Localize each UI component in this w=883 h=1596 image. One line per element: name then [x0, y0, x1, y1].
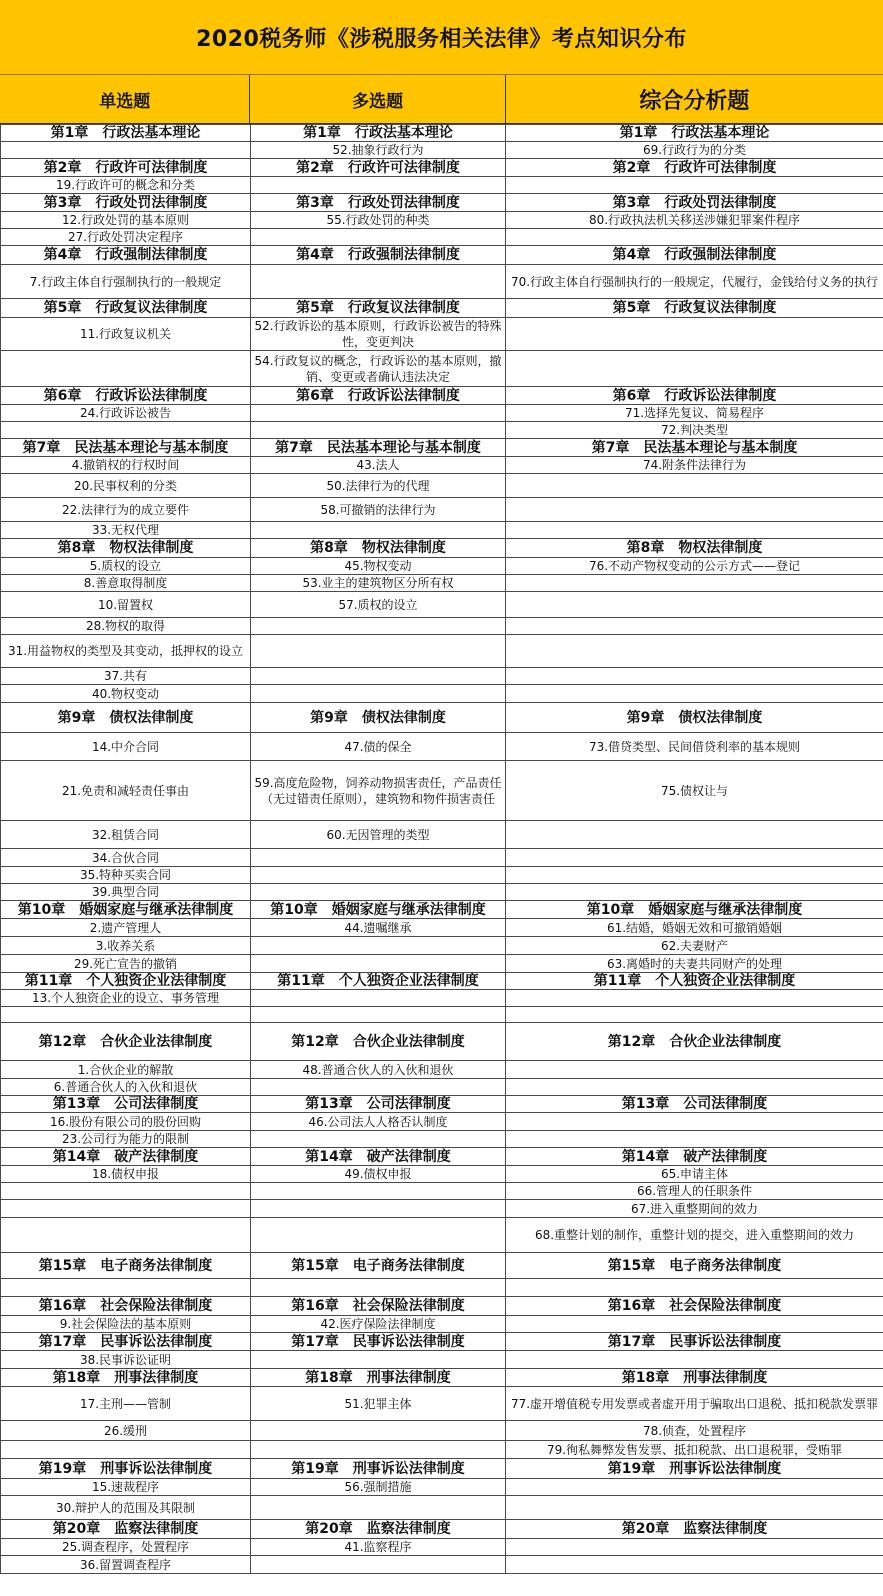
topic-cell: 56.强制措施 [251, 1479, 506, 1496]
topic-cell [506, 1113, 883, 1131]
chapter-cell: 第3章 行政处罚法律制度 [506, 194, 883, 212]
topic-cell [506, 1007, 883, 1023]
topic-row [1, 405, 883, 422]
topic-cell: 42.医疗保险法律制度 [251, 1316, 506, 1333]
topic-row [1, 884, 883, 901]
topic-cell: 1.合伙企业的解散 [1, 1061, 251, 1079]
topic-cell [506, 318, 883, 351]
chapter-row [1, 299, 883, 318]
topic-cell: 8.善意取得制度 [1, 575, 251, 592]
topic-row [1, 1218, 883, 1253]
topic-cell [506, 592, 883, 618]
topic-cell: 80.行政执法机关移送涉嫌犯罪案件程序 [506, 212, 883, 229]
topic-cell: 68.重整计划的制作，重整计划的提交，进入重整期间的效力 [506, 1218, 883, 1253]
topic-cell [1, 1007, 251, 1023]
topic-cell [251, 1218, 506, 1253]
topic-row [1, 733, 883, 761]
topic-cell: 66.管理人的任职条件 [506, 1183, 883, 1200]
chapter-cell: 第7章 民法基本理论与基本制度 [506, 439, 883, 457]
topic-row [1, 919, 883, 937]
topic-cell [506, 1479, 883, 1496]
chapter-cell: 第10章 婚姻家庭与继承法律制度 [506, 901, 883, 919]
topic-cell [1, 142, 251, 159]
chapter-row [1, 973, 883, 990]
topic-cell: 7.行政主体自行强制执行的一般规定 [1, 265, 251, 299]
topic-cell [251, 1183, 506, 1200]
chapter-row [1, 1096, 883, 1113]
topic-cell: 48.普通合伙人的入伙和退伙 [251, 1061, 506, 1079]
topic-row [1, 635, 883, 668]
topic-cell: 43.法人 [251, 457, 506, 474]
chapter-cell: 第6章 行政诉讼法律制度 [251, 387, 506, 405]
chapter-cell: 第5章 行政复议法律制度 [251, 299, 506, 318]
topic-row [1, 177, 883, 194]
topic-cell [506, 177, 883, 194]
topic-cell [251, 1200, 506, 1218]
topic-cell [506, 1496, 883, 1520]
chapter-cell: 第2章 行政许可法律制度 [1, 159, 251, 177]
topic-cell [251, 1556, 506, 1574]
topic-cell [251, 177, 506, 194]
topic-cell: 13.个人独资企业的设立、事务管理 [1, 990, 251, 1007]
topic-cell [1, 422, 251, 439]
topic-cell: 71.选择先复议、简易程序 [506, 405, 883, 422]
topic-row [1, 318, 883, 351]
chapter-cell: 第8章 物权法律制度 [1, 539, 251, 558]
topic-cell [251, 1131, 506, 1148]
topic-row [1, 1421, 883, 1441]
chapter-row [1, 703, 883, 733]
topic-table [0, 124, 883, 1574]
topic-cell: 19.行政许可的概念和分类 [1, 177, 251, 194]
topic-row [1, 351, 883, 387]
topic-row [1, 575, 883, 592]
topic-cell [506, 229, 883, 246]
topic-cell [506, 884, 883, 901]
topic-cell: 5.质权的设立 [1, 558, 251, 575]
topic-cell: 74.附条件法律行为 [506, 457, 883, 474]
chapter-cell: 第9章 债权法律制度 [1, 703, 251, 733]
topic-cell: 9.社会保险法的基本原则 [1, 1316, 251, 1333]
topic-cell: 52.行政诉讼的基本原则，行政诉讼被告的特殊性，变更判决 [251, 318, 506, 351]
topic-row [1, 558, 883, 575]
topic-cell [251, 955, 506, 973]
chapter-row [1, 1369, 883, 1387]
topic-cell: 24.行政诉讼被告 [1, 405, 251, 422]
page-title: 2020税务师《涉税服务相关法律》考点知识分布 [0, 0, 883, 75]
topic-cell: 55.行政处罚的种类 [251, 212, 506, 229]
chapter-cell: 第12章 合伙企业法律制度 [506, 1023, 883, 1061]
topic-row [1, 474, 883, 498]
topic-cell: 62.夫妻财产 [506, 937, 883, 955]
chapter-cell: 第4章 行政强制法律制度 [506, 246, 883, 265]
chapter-cell: 第17章 民事诉讼法律制度 [1, 1333, 251, 1351]
topic-cell: 52.抽象行政行为 [251, 142, 506, 159]
chapter-cell: 第4章 行政强制法律制度 [1, 246, 251, 265]
topic-cell: 2.遗产管理人 [1, 919, 251, 937]
topic-cell [251, 990, 506, 1007]
chapter-row [1, 125, 883, 142]
chapter-cell: 第16章 社会保险法律制度 [506, 1297, 883, 1316]
topic-row [1, 522, 883, 539]
chapter-cell: 第20章 监察法律制度 [1, 1520, 251, 1539]
header-comprehensive-analysis: 综合分析题 [639, 88, 750, 114]
topic-cell [251, 1441, 506, 1459]
topic-cell [251, 685, 506, 703]
chapter-cell: 第15章 电子商务法律制度 [251, 1253, 506, 1279]
chapter-cell: 第12章 合伙企业法律制度 [1, 1023, 251, 1061]
topic-cell: 75.债权让与 [506, 761, 883, 821]
topic-cell [506, 618, 883, 635]
topic-cell: 32.租赁合同 [1, 821, 251, 849]
topic-cell: 29.死亡宣告的撤销 [1, 955, 251, 973]
chapter-cell: 第19章 刑事诉讼法律制度 [506, 1459, 883, 1479]
chapter-cell: 第10章 婚姻家庭与继承法律制度 [1, 901, 251, 919]
topic-cell [251, 635, 506, 668]
chapter-cell: 第6章 行政诉讼法律制度 [506, 387, 883, 405]
topic-cell [251, 618, 506, 635]
topic-row [1, 1113, 883, 1131]
chapter-row [1, 159, 883, 177]
topic-cell: 12.行政处罚的基本原则 [1, 212, 251, 229]
topic-row [1, 1539, 883, 1556]
topic-row [1, 1061, 883, 1079]
topic-row [1, 955, 883, 973]
topic-cell: 40.物权变动 [1, 685, 251, 703]
chapter-cell: 第18章 刑事法律制度 [1, 1369, 251, 1387]
topic-cell [251, 405, 506, 422]
chapter-row [1, 1023, 883, 1061]
topic-row [1, 1279, 883, 1297]
topic-cell [251, 1496, 506, 1520]
topic-cell [506, 498, 883, 522]
topic-cell [251, 265, 506, 299]
topic-cell [506, 849, 883, 867]
topic-cell: 18.债权申报 [1, 1166, 251, 1183]
topic-cell [506, 668, 883, 685]
chapter-cell: 第17章 民事诉讼法律制度 [251, 1333, 506, 1351]
topic-cell: 3.收养关系 [1, 937, 251, 955]
chapter-cell: 第2章 行政许可法律制度 [506, 159, 883, 177]
chapter-cell: 第1章 行政法基本理论 [251, 125, 506, 142]
topic-cell: 10.留置权 [1, 592, 251, 618]
topic-cell: 78.侦查，处置程序 [506, 1421, 883, 1441]
topic-row [1, 849, 883, 867]
topic-cell: 79.徇私舞弊发售发票、抵扣税款、出口退税罪，受贿罪 [506, 1441, 883, 1459]
topic-cell: 57.质权的设立 [251, 592, 506, 618]
topic-row [1, 685, 883, 703]
topic-cell [506, 1539, 883, 1556]
topic-cell [251, 668, 506, 685]
chapter-row [1, 1253, 883, 1279]
topic-cell: 14.中介合同 [1, 733, 251, 761]
header-single-choice: 单选题 [0, 75, 250, 123]
topic-row [1, 1131, 883, 1148]
topic-cell [251, 422, 506, 439]
topic-row [1, 1387, 883, 1421]
topic-cell: 15.速裁程序 [1, 1479, 251, 1496]
topic-cell [1, 1279, 251, 1297]
topic-cell: 22.法律行为的成立要件 [1, 498, 251, 522]
topic-cell: 37.共有 [1, 668, 251, 685]
topic-cell [506, 685, 883, 703]
topic-row [1, 618, 883, 635]
topic-cell [506, 1079, 883, 1096]
topic-cell: 30.辩护人的范围及其限制 [1, 1496, 251, 1520]
topic-cell: 25.调查程序，处置程序 [1, 1539, 251, 1556]
topic-cell [1, 1441, 251, 1459]
topic-row [1, 1166, 883, 1183]
topic-cell [506, 351, 883, 387]
chapter-cell: 第4章 行政强制法律制度 [251, 246, 506, 265]
topic-cell: 54.行政复议的概念，行政诉讼的基本原则，撤销、变更或者确认违法决定 [251, 351, 506, 387]
topic-cell [251, 1007, 506, 1023]
topic-cell [506, 867, 883, 884]
topic-cell: 72.判决类型 [506, 422, 883, 439]
chapter-cell: 第5章 行政复议法律制度 [1, 299, 251, 318]
chapter-row [1, 246, 883, 265]
topic-cell [251, 867, 506, 884]
topic-cell: 65.申请主体 [506, 1166, 883, 1183]
topic-cell [506, 1556, 883, 1574]
topic-cell: 39.典型合同 [1, 884, 251, 901]
chapter-cell: 第8章 物权法律制度 [506, 539, 883, 558]
topic-row [1, 821, 883, 849]
topic-cell [251, 1351, 506, 1369]
topic-cell: 49.债权申报 [251, 1166, 506, 1183]
topic-cell [506, 474, 883, 498]
chapter-cell: 第14章 破产法律制度 [506, 1148, 883, 1166]
chapter-row [1, 1148, 883, 1166]
chapter-row [1, 539, 883, 558]
chapter-row [1, 1459, 883, 1479]
chapter-cell: 第20章 监察法律制度 [506, 1520, 883, 1539]
topic-cell: 26.缓刑 [1, 1421, 251, 1441]
topic-row [1, 1556, 883, 1574]
topic-cell: 77.虚开增值税专用发票或者虚开用于骗取出口退税、抵扣税款发票罪 [506, 1387, 883, 1421]
topic-cell [1, 351, 251, 387]
topic-cell: 4.撤销权的行权时间 [1, 457, 251, 474]
topic-row [1, 1183, 883, 1200]
chapter-cell: 第15章 电子商务法律制度 [506, 1253, 883, 1279]
topic-cell: 59.高度危险物，饲养动物损害责任，产品责任（无过错责任原则），建筑物和物件损害责任 [251, 761, 506, 821]
chapter-cell: 第11章 个人独资企业法律制度 [251, 973, 506, 990]
topic-cell: 69.行政行为的分类 [506, 142, 883, 159]
chapter-cell: 第3章 行政处罚法律制度 [1, 194, 251, 212]
topic-cell [251, 229, 506, 246]
chapter-row [1, 1297, 883, 1316]
topic-cell: 28.物权的取得 [1, 618, 251, 635]
topic-cell [506, 575, 883, 592]
chapter-cell: 第3章 行政处罚法律制度 [251, 194, 506, 212]
topic-cell [506, 1279, 883, 1297]
topic-row [1, 142, 883, 159]
topic-cell: 21.免责和减轻责任事由 [1, 761, 251, 821]
topic-cell: 36.留置调查程序 [1, 1556, 251, 1574]
topic-row [1, 1316, 883, 1333]
topic-cell: 53.业主的建筑物区分所有权 [251, 575, 506, 592]
topic-row [1, 761, 883, 821]
chapter-row [1, 1333, 883, 1351]
topic-row [1, 422, 883, 439]
topic-cell: 20.民事权利的分类 [1, 474, 251, 498]
chapter-cell: 第14章 破产法律制度 [251, 1148, 506, 1166]
topic-cell [506, 1131, 883, 1148]
topic-cell [506, 1351, 883, 1369]
chapter-row [1, 194, 883, 212]
chapter-cell: 第7章 民法基本理论与基本制度 [1, 439, 251, 457]
topic-cell: 16.股份有限公司的股份回购 [1, 1113, 251, 1131]
topic-cell [251, 1279, 506, 1297]
chapter-cell: 第11章 个人独资企业法律制度 [506, 973, 883, 990]
chapter-cell: 第16章 社会保险法律制度 [1, 1297, 251, 1316]
topic-cell: 70.行政主体自行强制执行的一般规定，代履行，金钱给付义务的执行 [506, 265, 883, 299]
chapter-cell: 第10章 婚姻家庭与继承法律制度 [251, 901, 506, 919]
chapter-cell: 第19章 刑事诉讼法律制度 [1, 1459, 251, 1479]
topic-cell: 73.借贷类型、民间借贷利率的基本规则 [506, 733, 883, 761]
topic-cell: 50.法律行为的代理 [251, 474, 506, 498]
topic-cell [251, 849, 506, 867]
topic-cell: 47.债的保全 [251, 733, 506, 761]
chapter-cell: 第12章 合伙企业法律制度 [251, 1023, 506, 1061]
topic-cell [506, 635, 883, 668]
chapter-cell: 第14章 破产法律制度 [1, 1148, 251, 1166]
chapter-cell: 第13章 公司法律制度 [251, 1096, 506, 1113]
topic-row [1, 1351, 883, 1369]
chapter-cell: 第17章 民事诉讼法律制度 [506, 1333, 883, 1351]
chapter-cell: 第18章 刑事法律制度 [506, 1369, 883, 1387]
topic-cell: 27.行政处罚决定程序 [1, 229, 251, 246]
topic-cell: 63.离婚时的夫妻共同财产的处理 [506, 955, 883, 973]
topic-row [1, 1441, 883, 1459]
topic-cell: 44.遗嘱继承 [251, 919, 506, 937]
topic-cell: 17.主刑——管制 [1, 1387, 251, 1421]
topic-cell [1, 1200, 251, 1218]
topic-row [1, 1479, 883, 1496]
topic-row [1, 867, 883, 884]
topic-row [1, 457, 883, 474]
chapter-cell: 第19章 刑事诉讼法律制度 [251, 1459, 506, 1479]
topic-cell [251, 1421, 506, 1441]
topic-cell [506, 821, 883, 849]
chapter-row [1, 1520, 883, 1539]
topic-row [1, 1079, 883, 1096]
topic-cell [506, 1316, 883, 1333]
topic-table-body [1, 125, 883, 1574]
topic-cell [1, 1218, 251, 1253]
topic-row [1, 212, 883, 229]
chapter-cell: 第13章 公司法律制度 [1, 1096, 251, 1113]
topic-cell: 45.物权变动 [251, 558, 506, 575]
topic-cell: 61.结婚，婚姻无效和可撤销婚姻 [506, 919, 883, 937]
topic-cell: 46.公司法人人格否认制度 [251, 1113, 506, 1131]
chapter-cell: 第13章 公司法律制度 [506, 1096, 883, 1113]
topic-cell: 6.普通合伙人的入伙和退伙 [1, 1079, 251, 1096]
chapter-cell: 第15章 电子商务法律制度 [1, 1253, 251, 1279]
topic-row [1, 1200, 883, 1218]
topic-cell: 34.合伙合同 [1, 849, 251, 867]
chapter-row [1, 387, 883, 405]
chapter-row [1, 901, 883, 919]
topic-cell: 58.可撤销的法律行为 [251, 498, 506, 522]
chapter-cell: 第1章 行政法基本理论 [506, 125, 883, 142]
topic-cell: 11.行政复议机关 [1, 318, 251, 351]
chapter-cell: 第8章 物权法律制度 [251, 539, 506, 558]
chapter-cell: 第1章 行政法基本理论 [1, 125, 251, 142]
topic-cell: 41.监察程序 [251, 1539, 506, 1556]
topic-cell [1, 1183, 251, 1200]
topic-cell: 60.无因管理的类型 [251, 821, 506, 849]
header-multiple-choice: 多选题 [250, 75, 505, 123]
topic-row [1, 1007, 883, 1023]
topic-cell: 35.特种买卖合同 [1, 867, 251, 884]
topic-row [1, 265, 883, 299]
chapter-cell: 第11章 个人独资企业法律制度 [1, 973, 251, 990]
chapter-row [1, 439, 883, 457]
topic-cell [251, 522, 506, 539]
topic-cell: 33.无权代理 [1, 522, 251, 539]
topic-cell [251, 1079, 506, 1096]
chapter-cell: 第7章 民法基本理论与基本制度 [251, 439, 506, 457]
topic-cell [506, 990, 883, 1007]
chapter-cell: 第5章 行政复议法律制度 [506, 299, 883, 318]
column-header-row [0, 75, 883, 124]
topic-row [1, 668, 883, 685]
chapter-cell: 第18章 刑事法律制度 [251, 1369, 506, 1387]
topic-cell [251, 884, 506, 901]
topic-cell: 38.民事诉讼证明 [1, 1351, 251, 1369]
topic-row [1, 592, 883, 618]
topic-cell: 67.进入重整期间的效力 [506, 1200, 883, 1218]
chapter-cell: 第9章 债权法律制度 [506, 703, 883, 733]
topic-row [1, 498, 883, 522]
topic-row [1, 990, 883, 1007]
topic-row [1, 937, 883, 955]
topic-row [1, 1496, 883, 1520]
chapter-cell: 第16章 社会保险法律制度 [251, 1297, 506, 1316]
topic-cell: 51.犯罪主体 [251, 1387, 506, 1421]
chapter-cell: 第20章 监察法律制度 [251, 1520, 506, 1539]
topic-cell [506, 522, 883, 539]
chapter-cell: 第6章 行政诉讼法律制度 [1, 387, 251, 405]
topic-row [1, 229, 883, 246]
topic-cell: 31.用益物权的类型及其变动，抵押权的设立 [1, 635, 251, 668]
topic-cell: 23.公司行为能力的限制 [1, 1131, 251, 1148]
topic-cell: 76.不动产物权变动的公示方式——登记 [506, 558, 883, 575]
chapter-cell: 第9章 债权法律制度 [251, 703, 506, 733]
chapter-cell: 第2章 行政许可法律制度 [251, 159, 506, 177]
topic-cell [506, 1061, 883, 1079]
topic-cell [251, 937, 506, 955]
